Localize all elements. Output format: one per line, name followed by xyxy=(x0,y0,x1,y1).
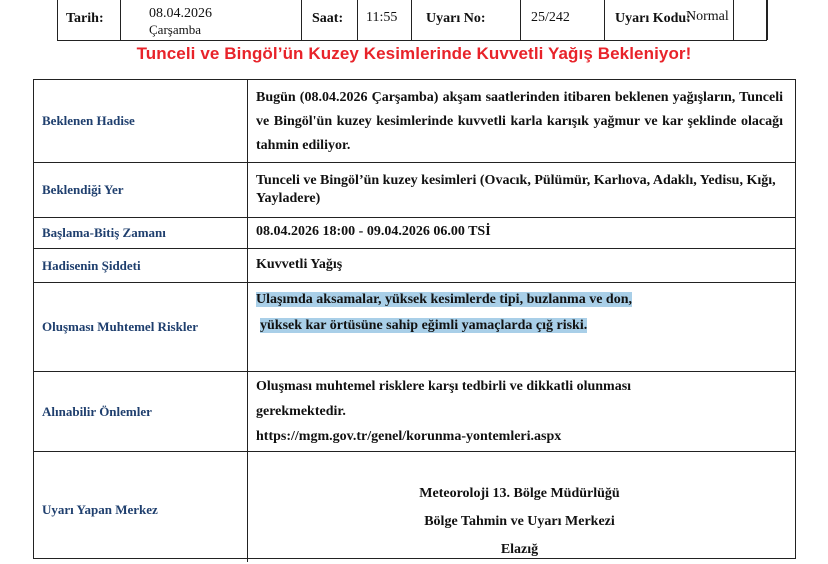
row-issuing-center xyxy=(34,452,795,562)
expected-event-text: Bugün (08.04.2026 Çarşamba) akşam saatlerinden itibaren beklenen yağışların, Tunceli ve Bingöl'ün kuzey kesimlerinde kuvvetli karla karışık yağmur ve kar şeklinde olacağı tahmin ediliyor. xyxy=(256,90,783,153)
issuing-center-line-1: Meteoroloji 13. Bölge Müdürlüğü xyxy=(419,486,620,501)
risks-line-1: Ulaşımda aksamalar, yüksek kesimlerde tipi, buzlanma ve don, xyxy=(256,292,632,307)
date-label: Tarih: xyxy=(66,11,104,26)
warning-details-table xyxy=(33,79,796,559)
row-risks xyxy=(34,283,795,372)
warning-no-value: 25/242 xyxy=(531,10,570,25)
expected-place-text: Tunceli ve Bingöl’ün kuzey kesimleri (Ovacık, Pülümür, Karlıova, Adaklı, Yedisu, Kığı, Yayladere) xyxy=(256,173,776,206)
time-value: 11:55 xyxy=(366,10,398,25)
severity-text: Kuvvetli Yağış xyxy=(256,257,343,272)
measures-line-1: Oluşması muhtemel risklere karşı tedbirli ve dikkatli olunması xyxy=(256,379,632,394)
expected-place-label: Beklendiği Yer xyxy=(34,163,248,217)
time-label: Saat: xyxy=(312,11,344,26)
date-value: 08.04.2026 xyxy=(149,6,212,21)
measures-label: Alınabilir Önlemler xyxy=(34,372,248,451)
start-end-time-text: 08.04.2026 18:00 - 09.04.2026 06.00 TSİ xyxy=(256,224,491,239)
row-measures xyxy=(34,372,795,452)
measures-line-2: gerekmektedir. xyxy=(256,404,346,419)
issuing-center-line-3: Elazığ xyxy=(500,542,539,557)
issuing-center-label: Uyarı Yapan Merkez xyxy=(34,452,248,562)
row-severity xyxy=(34,249,795,283)
start-end-time-label: Başlama-Bitiş Zamanı xyxy=(34,218,248,248)
warning-no-label: Uyarı No: xyxy=(426,11,486,26)
row-expected-place xyxy=(34,163,795,218)
severity-label: Hadisenin Şiddeti xyxy=(34,249,248,282)
warning-code-value: Normal xyxy=(686,9,729,24)
expected-event-label: Beklenen Hadise xyxy=(34,80,248,162)
row-start-end-time xyxy=(34,218,795,249)
warning-headline: Tunceli ve Bingöl’ün Kuzey Kesimlerinde Kuvvetli Yağış Bekleniyor! xyxy=(136,44,692,63)
risks-label: Oluşması Muhtemel Riskler xyxy=(34,283,248,371)
measures-link[interactable]: https://mgm.gov.tr/genel/korunma-yontemleri.aspx xyxy=(256,429,562,444)
risks-line-2: yüksek kar örtüsüne sahip eğimli yamaçlarda çığ riski. xyxy=(260,318,588,333)
date-day: Çarşamba xyxy=(149,22,201,37)
issuing-center-line-2: Bölge Tahmin ve Uyarı Merkezi xyxy=(424,514,615,529)
warning-code-label: Uyarı Kodu: xyxy=(615,11,691,26)
row-expected-event xyxy=(34,80,795,163)
warning-info-bar xyxy=(57,0,767,41)
